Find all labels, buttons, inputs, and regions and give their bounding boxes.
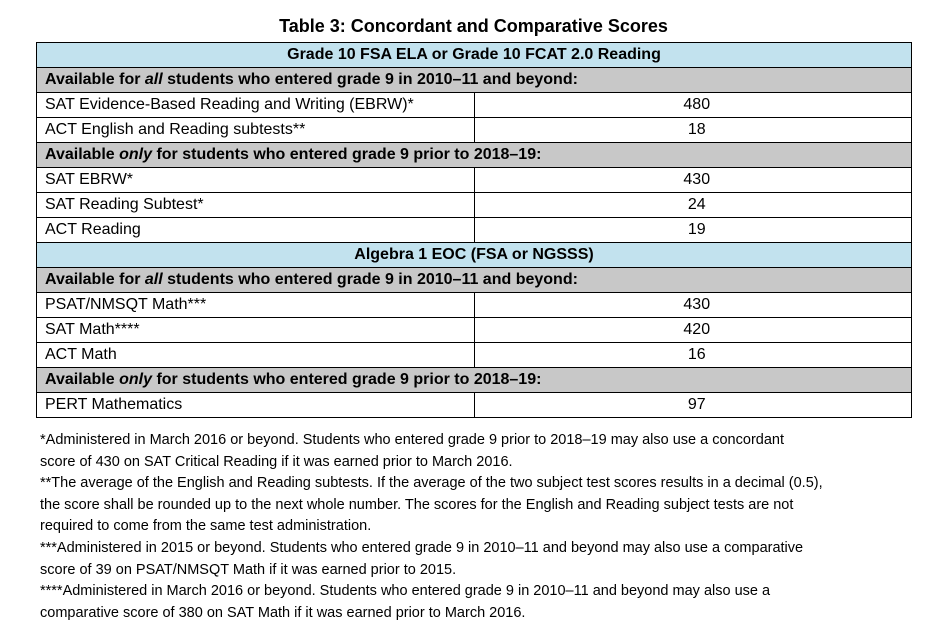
score-cell: 480 [474,93,912,118]
footnote-1 [40,430,935,473]
score-cell: 430 [474,293,912,318]
footnote-line: the score shall be rounded up to the next whole number. The scores for the English and Reading subject tests are not [40,496,794,513]
table-row [37,193,912,218]
score-cell: 19 [474,218,912,243]
group-text-emphasis: only [119,371,152,388]
group-header-row [37,68,912,93]
footnote-3 [40,538,935,581]
group-text-emphasis: all [144,271,163,288]
section-header-algebra: Algebra 1 EOC (FSA or NGSSS) [37,243,912,268]
group-text-pre: Available [45,146,120,163]
test-name-cell: ACT English and Reading subtests** [37,118,475,143]
test-name-cell: SAT Evidence-Based Reading and Writing (EBRW)* [37,93,475,118]
footnote-line: comparative score of 380 on SAT Math if it was earned prior to March 2016. [40,604,526,621]
group-header-algebra-all [37,268,912,293]
footnote-line: score of 39 on PSAT/NMSQT Math if it was earned prior to 2015. [40,561,457,578]
section-header-ela: Grade 10 FSA ELA or Grade 10 FCAT 2.0 Reading [37,43,912,68]
group-text-pre: Available [45,371,120,388]
group-header-row [37,268,912,293]
group-text-pre: Available for [45,271,145,288]
group-text-emphasis: only [119,146,152,163]
test-name-cell: PERT Mathematics [37,393,475,418]
group-header-algebra-only [37,368,912,393]
test-name-cell: SAT Reading Subtest* [37,193,475,218]
score-cell: 430 [474,168,912,193]
section-header-row [37,43,912,68]
footnote-line: *Administered in March 2016 or beyond. Students who entered grade 9 prior to 2018–19 may also use a concordant [40,432,784,448]
table-row [37,293,912,318]
footnote-line: **The average of the English and Reading subtests. If the average of the two subject test scores results in a decimal (0.5), [40,475,823,492]
table-row [37,218,912,243]
group-text-post: for students who entered grade 9 prior to 2018–19: [152,146,542,163]
group-text-post: students who entered grade 9 in 2010–11 and beyond: [162,271,578,288]
test-name-cell: SAT Math**** [37,318,475,343]
footnote-4 [40,581,935,624]
group-text-pre: Available for [45,71,145,88]
test-name-cell: ACT Math [37,343,475,368]
table-row [37,393,912,418]
table-row [37,168,912,193]
test-name-cell: SAT EBRW* [37,168,475,193]
footnote-line: ****Administered in March 2016 or beyond. Students who entered grade 9 in 2010–11 and beyond may also use a [40,583,771,600]
footnote-line: required to come from the same test administration. [40,518,372,535]
footnote-line: ***Administered in 2015 or beyond. Students who entered grade 9 in 2010–11 and beyond may also use a comparative [40,539,804,556]
score-cell: 24 [474,193,912,218]
score-cell: 97 [474,393,912,418]
table-row [37,343,912,368]
group-header-ela-all [37,68,912,93]
footnote-2 [40,473,935,538]
footnotes [40,430,935,624]
score-cell: 420 [474,318,912,343]
table-title: Table 3: Concordant and Comparative Scores [279,16,668,36]
group-text-post: for students who entered grade 9 prior to 2018–19: [152,371,542,388]
table-row [37,118,912,143]
group-header-row [37,368,912,393]
group-text-emphasis: all [144,71,163,88]
footnote-line: score of 430 on SAT Critical Reading if it was earned prior to March 2016. [40,453,513,470]
group-header-ela-only [37,143,912,168]
score-cell: 18 [474,118,912,143]
table-row [37,93,912,118]
score-cell: 16 [474,343,912,368]
group-text-post: students who entered grade 9 in 2010–11 and beyond: [162,71,578,88]
group-header-row [37,143,912,168]
table-row [37,318,912,343]
test-name-cell: ACT Reading [37,218,475,243]
section-header-row [37,243,912,268]
test-name-cell: PSAT/NMSQT Math*** [37,293,475,318]
scores-table [36,42,912,418]
